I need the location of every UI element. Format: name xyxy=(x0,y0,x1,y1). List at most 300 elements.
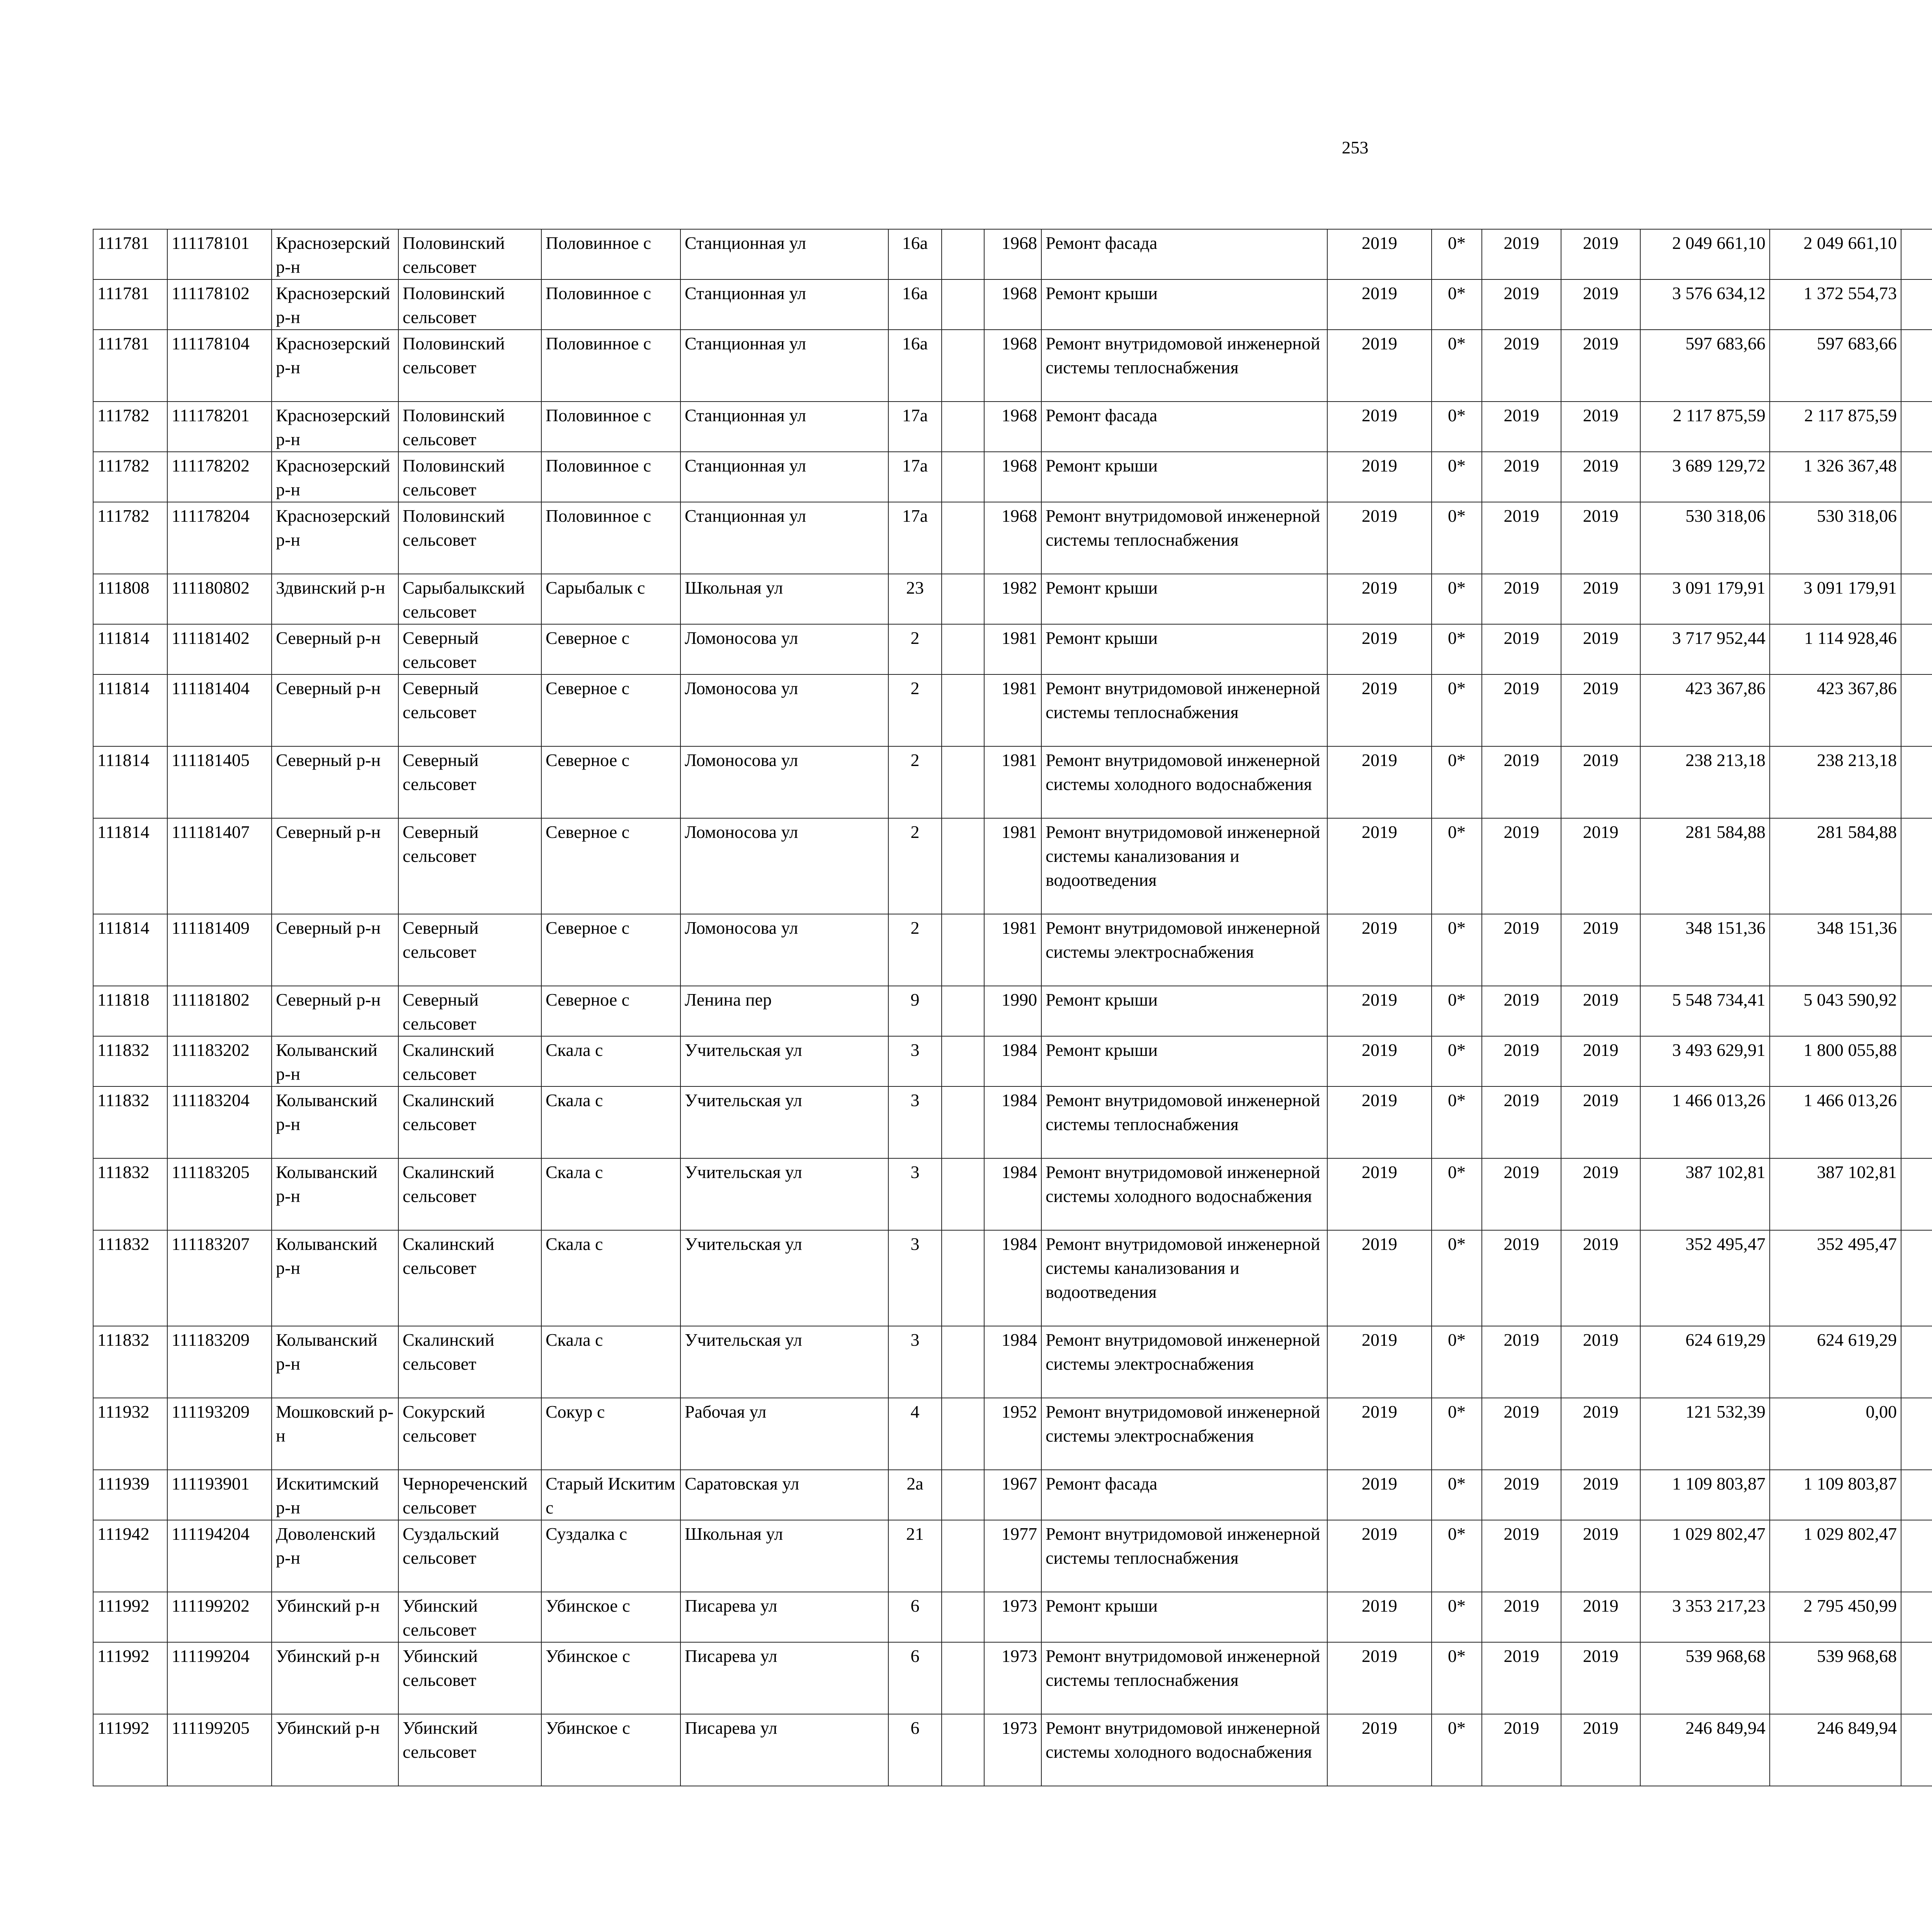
cell-end_year: 2019 xyxy=(1561,674,1640,746)
cell-flag: 0* xyxy=(1432,914,1482,986)
cell-code: 111181402 xyxy=(167,624,272,674)
cell-end_year: 2019 xyxy=(1561,1714,1640,1786)
cell-district: Мошковский р-н xyxy=(272,1398,398,1470)
cell-district: Колыванский р-н xyxy=(272,1036,398,1086)
cell-flag: 0* xyxy=(1432,330,1482,402)
cell-empty1 xyxy=(942,674,984,746)
cell-e1 xyxy=(1901,818,1932,914)
cell-house: 17а xyxy=(888,452,942,502)
cell-plan_year: 2019 xyxy=(1327,1036,1432,1086)
cell-total_cost: 530 318,06 xyxy=(1640,502,1770,574)
cell-e1 xyxy=(1901,1398,1932,1470)
cell-work_type: Ремонт крыши xyxy=(1041,1592,1327,1642)
cell-settlement: Суздалка с xyxy=(541,1520,680,1592)
cell-flag: 0* xyxy=(1432,1520,1482,1592)
cell-house: 2а xyxy=(888,1470,942,1520)
cell-total_cost: 246 849,94 xyxy=(1640,1714,1770,1786)
cell-empty1 xyxy=(942,402,984,452)
cell-empty1 xyxy=(942,1714,984,1786)
cell-code: 111183207 xyxy=(167,1230,272,1326)
cell-id: 111992 xyxy=(93,1642,167,1714)
cell-settlement: Северное с xyxy=(541,818,680,914)
cell-settlement: Убинское с xyxy=(541,1714,680,1786)
cell-end_year: 2019 xyxy=(1561,330,1640,402)
cell-year_built: 1981 xyxy=(984,624,1041,674)
table-row xyxy=(93,986,1932,1036)
cell-empty1 xyxy=(942,624,984,674)
cell-street: Учительская ул xyxy=(680,1158,888,1230)
cell-fund_cost: 539 968,68 xyxy=(1770,1642,1901,1714)
cell-end_year: 2019 xyxy=(1561,1086,1640,1158)
cell-id: 111832 xyxy=(93,1230,167,1326)
cell-total_cost: 597 683,66 xyxy=(1640,330,1770,402)
cell-house: 3 xyxy=(888,1230,942,1326)
cell-plan_year: 2019 xyxy=(1327,986,1432,1036)
cell-council: Половинский сельсовет xyxy=(398,402,541,452)
cell-year_built: 1968 xyxy=(984,330,1041,402)
cell-plan_year: 2019 xyxy=(1327,1520,1432,1592)
cell-start_year: 2019 xyxy=(1482,1592,1561,1642)
cell-fund_cost: 2 049 661,10 xyxy=(1770,229,1901,279)
cell-council: Чернореченский сельсовет xyxy=(398,1470,541,1520)
cell-code: 111199205 xyxy=(167,1714,272,1786)
cell-district: Колыванский р-н xyxy=(272,1086,398,1158)
cell-start_year: 2019 xyxy=(1482,746,1561,818)
cell-work_type: Ремонт внутридомовой инженерной системы канализования и водоотведения xyxy=(1041,818,1327,914)
cell-code: 111178201 xyxy=(167,402,272,452)
cell-settlement: Северное с xyxy=(541,914,680,986)
cell-id: 111832 xyxy=(93,1326,167,1398)
cell-code: 111193209 xyxy=(167,1398,272,1470)
cell-settlement: Скала с xyxy=(541,1086,680,1158)
cell-house: 6 xyxy=(888,1714,942,1786)
cell-id: 111782 xyxy=(93,402,167,452)
cell-house: 3 xyxy=(888,1158,942,1230)
cell-id: 111782 xyxy=(93,452,167,502)
cell-settlement: Старый Искитим с xyxy=(541,1470,680,1520)
cell-e1 xyxy=(1901,402,1932,452)
cell-start_year: 2019 xyxy=(1482,1470,1561,1520)
cell-work_type: Ремонт фасада xyxy=(1041,1470,1327,1520)
cell-plan_year: 2019 xyxy=(1327,1326,1432,1398)
cell-empty1 xyxy=(942,1470,984,1520)
cell-code: 111183209 xyxy=(167,1326,272,1398)
table-row xyxy=(93,1714,1932,1786)
cell-district: Убинский р-н xyxy=(272,1592,398,1642)
cell-e1 xyxy=(1901,1326,1932,1398)
table-row xyxy=(93,818,1932,914)
table-row xyxy=(93,1592,1932,1642)
cell-id: 111992 xyxy=(93,1714,167,1786)
cell-end_year: 2019 xyxy=(1561,1470,1640,1520)
cell-district: Краснозерский р-н xyxy=(272,502,398,574)
cell-year_built: 1990 xyxy=(984,986,1041,1036)
cell-district: Краснозерский р-н xyxy=(272,452,398,502)
cell-total_cost: 3 576 634,12 xyxy=(1640,279,1770,330)
cell-year_built: 1981 xyxy=(984,914,1041,986)
cell-house: 17а xyxy=(888,402,942,452)
cell-settlement: Северное с xyxy=(541,674,680,746)
cell-empty1 xyxy=(942,1036,984,1086)
cell-flag: 0* xyxy=(1432,624,1482,674)
cell-settlement: Убинское с xyxy=(541,1592,680,1642)
cell-fund_cost: 5 043 590,92 xyxy=(1770,986,1901,1036)
cell-house: 16а xyxy=(888,279,942,330)
cell-district: Колыванский р-н xyxy=(272,1326,398,1398)
cell-fund_cost: 624 619,29 xyxy=(1770,1326,1901,1398)
cell-e1 xyxy=(1901,674,1932,746)
table-row xyxy=(93,1642,1932,1714)
cell-street: Учительская ул xyxy=(680,1086,888,1158)
cell-id: 111814 xyxy=(93,674,167,746)
cell-plan_year: 2019 xyxy=(1327,574,1432,624)
cell-fund_cost: 597 683,66 xyxy=(1770,330,1901,402)
cell-plan_year: 2019 xyxy=(1327,402,1432,452)
cell-year_built: 1981 xyxy=(984,746,1041,818)
cell-code: 111178102 xyxy=(167,279,272,330)
cell-end_year: 2019 xyxy=(1561,1326,1640,1398)
cell-end_year: 2019 xyxy=(1561,624,1640,674)
cell-council: Сокурский сельсовет xyxy=(398,1398,541,1470)
cell-house: 2 xyxy=(888,624,942,674)
cell-e1 xyxy=(1901,1714,1932,1786)
cell-end_year: 2019 xyxy=(1561,574,1640,624)
cell-district: Колыванский р-н xyxy=(272,1230,398,1326)
cell-total_cost: 1 029 802,47 xyxy=(1640,1520,1770,1592)
cell-end_year: 2019 xyxy=(1561,1520,1640,1592)
cell-street: Писарева ул xyxy=(680,1592,888,1642)
cell-street: Писарева ул xyxy=(680,1642,888,1714)
cell-flag: 0* xyxy=(1432,279,1482,330)
cell-start_year: 2019 xyxy=(1482,1326,1561,1398)
cell-settlement: Скала с xyxy=(541,1230,680,1326)
cell-end_year: 2019 xyxy=(1561,746,1640,818)
cell-house: 3 xyxy=(888,1086,942,1158)
cell-e1 xyxy=(1901,229,1932,279)
cell-start_year: 2019 xyxy=(1482,402,1561,452)
cell-house: 4 xyxy=(888,1398,942,1470)
cell-work_type: Ремонт крыши xyxy=(1041,986,1327,1036)
cell-code: 111180802 xyxy=(167,574,272,624)
cell-plan_year: 2019 xyxy=(1327,818,1432,914)
cell-year_built: 1967 xyxy=(984,1470,1041,1520)
cell-e1 xyxy=(1901,452,1932,502)
cell-id: 111814 xyxy=(93,914,167,986)
cell-work_type: Ремонт внутридомовой инженерной системы электроснабжения xyxy=(1041,914,1327,986)
cell-year_built: 1981 xyxy=(984,674,1041,746)
cell-total_cost: 348 151,36 xyxy=(1640,914,1770,986)
cell-empty1 xyxy=(942,1398,984,1470)
cell-year_built: 1968 xyxy=(984,502,1041,574)
cell-council: Половинский сельсовет xyxy=(398,330,541,402)
cell-empty1 xyxy=(942,502,984,574)
cell-start_year: 2019 xyxy=(1482,1230,1561,1326)
cell-year_built: 1984 xyxy=(984,1158,1041,1230)
cell-fund_cost: 1 029 802,47 xyxy=(1770,1520,1901,1592)
cell-code: 111183205 xyxy=(167,1158,272,1230)
cell-house: 17а xyxy=(888,502,942,574)
cell-year_built: 1968 xyxy=(984,229,1041,279)
cell-total_cost: 352 495,47 xyxy=(1640,1230,1770,1326)
cell-e1 xyxy=(1901,1592,1932,1642)
cell-settlement: Северное с xyxy=(541,746,680,818)
table-row xyxy=(93,1036,1932,1086)
cell-code: 111178104 xyxy=(167,330,272,402)
table-row xyxy=(93,229,1932,279)
cell-house: 23 xyxy=(888,574,942,624)
cell-start_year: 2019 xyxy=(1482,1158,1561,1230)
cell-plan_year: 2019 xyxy=(1327,624,1432,674)
cell-plan_year: 2019 xyxy=(1327,1642,1432,1714)
cell-code: 111199202 xyxy=(167,1592,272,1642)
cell-work_type: Ремонт внутридомовой инженерной системы теплоснабжения xyxy=(1041,1642,1327,1714)
cell-empty1 xyxy=(942,574,984,624)
cell-district: Краснозерский р-н xyxy=(272,402,398,452)
cell-start_year: 2019 xyxy=(1482,674,1561,746)
cell-work_type: Ремонт внутридомовой инженерной системы электроснабжения xyxy=(1041,1326,1327,1398)
cell-e1 xyxy=(1901,624,1932,674)
cell-year_built: 1973 xyxy=(984,1592,1041,1642)
cell-district: Северный р-н xyxy=(272,674,398,746)
cell-total_cost: 624 619,29 xyxy=(1640,1326,1770,1398)
cell-empty1 xyxy=(942,746,984,818)
cell-fund_cost: 0,00 xyxy=(1770,1398,1901,1470)
cell-council: Половинский сельсовет xyxy=(398,502,541,574)
cell-end_year: 2019 xyxy=(1561,452,1640,502)
cell-street: Станционная ул xyxy=(680,330,888,402)
cell-total_cost: 3 689 129,72 xyxy=(1640,452,1770,502)
cell-district: Колыванский р-н xyxy=(272,1158,398,1230)
cell-fund_cost: 1 466 013,26 xyxy=(1770,1086,1901,1158)
cell-e1 xyxy=(1901,330,1932,402)
cell-flag: 0* xyxy=(1432,1158,1482,1230)
cell-start_year: 2019 xyxy=(1482,1714,1561,1786)
cell-code: 111181802 xyxy=(167,986,272,1036)
cell-street: Ломоносова ул xyxy=(680,624,888,674)
cell-total_cost: 3 717 952,44 xyxy=(1640,624,1770,674)
cell-house: 6 xyxy=(888,1642,942,1714)
cell-flag: 0* xyxy=(1432,1230,1482,1326)
table-row xyxy=(93,574,1932,624)
cell-council: Сарыбалыкский сельсовет xyxy=(398,574,541,624)
cell-total_cost: 387 102,81 xyxy=(1640,1158,1770,1230)
cell-e1 xyxy=(1901,574,1932,624)
cell-district: Краснозерский р-н xyxy=(272,279,398,330)
cell-start_year: 2019 xyxy=(1482,330,1561,402)
cell-street: Ломоносова ул xyxy=(680,674,888,746)
cell-id: 111781 xyxy=(93,330,167,402)
cell-start_year: 2019 xyxy=(1482,986,1561,1036)
cell-year_built: 1984 xyxy=(984,1086,1041,1158)
cell-flag: 0* xyxy=(1432,229,1482,279)
table-row xyxy=(93,452,1932,502)
cell-e1 xyxy=(1901,1470,1932,1520)
cell-fund_cost: 387 102,81 xyxy=(1770,1158,1901,1230)
cell-plan_year: 2019 xyxy=(1327,229,1432,279)
cell-council: Суздальский сельсовет xyxy=(398,1520,541,1592)
cell-work_type: Ремонт крыши xyxy=(1041,624,1327,674)
cell-house: 2 xyxy=(888,674,942,746)
cell-settlement: Половинное с xyxy=(541,229,680,279)
cell-code: 111183204 xyxy=(167,1086,272,1158)
cell-id: 111932 xyxy=(93,1398,167,1470)
cell-id: 111781 xyxy=(93,279,167,330)
cell-council: Половинский сельсовет xyxy=(398,229,541,279)
cell-empty1 xyxy=(942,452,984,502)
cell-end_year: 2019 xyxy=(1561,502,1640,574)
cell-id: 111832 xyxy=(93,1158,167,1230)
table-row xyxy=(93,1470,1932,1520)
cell-street: Ломоносова ул xyxy=(680,818,888,914)
cell-total_cost: 281 584,88 xyxy=(1640,818,1770,914)
cell-total_cost: 3 353 217,23 xyxy=(1640,1592,1770,1642)
cell-plan_year: 2019 xyxy=(1327,1086,1432,1158)
cell-fund_cost: 1 114 928,46 xyxy=(1770,624,1901,674)
cell-id: 111832 xyxy=(93,1086,167,1158)
cell-id: 111939 xyxy=(93,1470,167,1520)
cell-total_cost: 423 367,86 xyxy=(1640,674,1770,746)
cell-total_cost: 121 532,39 xyxy=(1640,1398,1770,1470)
cell-settlement: Скала с xyxy=(541,1158,680,1230)
cell-flag: 0* xyxy=(1432,452,1482,502)
cell-settlement: Половинное с xyxy=(541,330,680,402)
cell-end_year: 2019 xyxy=(1561,229,1640,279)
cell-empty1 xyxy=(942,1230,984,1326)
cell-year_built: 1973 xyxy=(984,1714,1041,1786)
cell-code: 111181404 xyxy=(167,674,272,746)
cell-flag: 0* xyxy=(1432,1714,1482,1786)
cell-year_built: 1968 xyxy=(984,452,1041,502)
cell-house: 21 xyxy=(888,1520,942,1592)
cell-start_year: 2019 xyxy=(1482,624,1561,674)
cell-year_built: 1981 xyxy=(984,818,1041,914)
cell-year_built: 1952 xyxy=(984,1398,1041,1470)
cell-plan_year: 2019 xyxy=(1327,914,1432,986)
cell-id: 111814 xyxy=(93,746,167,818)
cell-fund_cost: 246 849,94 xyxy=(1770,1714,1901,1786)
page-number: 253 xyxy=(1342,138,1369,157)
cell-e1 xyxy=(1901,746,1932,818)
table-row xyxy=(93,1086,1932,1158)
table-row xyxy=(93,279,1932,330)
cell-work_type: Ремонт внутридомовой инженерной системы теплоснабжения xyxy=(1041,1086,1327,1158)
cell-district: Доволенский р-н xyxy=(272,1520,398,1592)
cell-year_built: 1984 xyxy=(984,1326,1041,1398)
cell-street: Учительская ул xyxy=(680,1230,888,1326)
cell-street: Рабочая ул xyxy=(680,1398,888,1470)
cell-flag: 0* xyxy=(1432,1470,1482,1520)
cell-fund_cost: 238 213,18 xyxy=(1770,746,1901,818)
cell-district: Краснозерский р-н xyxy=(272,330,398,402)
cell-end_year: 2019 xyxy=(1561,1036,1640,1086)
table-row xyxy=(93,674,1932,746)
cell-work_type: Ремонт внутридомовой инженерной системы теплоснабжения xyxy=(1041,502,1327,574)
cell-council: Половинский сельсовет xyxy=(398,452,541,502)
cell-plan_year: 2019 xyxy=(1327,452,1432,502)
cell-fund_cost: 1 109 803,87 xyxy=(1770,1470,1901,1520)
cell-settlement: Северное с xyxy=(541,624,680,674)
cell-council: Скалинский сельсовет xyxy=(398,1036,541,1086)
cell-start_year: 2019 xyxy=(1482,1086,1561,1158)
cell-work_type: Ремонт крыши xyxy=(1041,279,1327,330)
cell-empty1 xyxy=(942,914,984,986)
cell-work_type: Ремонт крыши xyxy=(1041,1036,1327,1086)
cell-empty1 xyxy=(942,818,984,914)
cell-settlement: Скала с xyxy=(541,1036,680,1086)
cell-district: Северный р-н xyxy=(272,986,398,1036)
table-row xyxy=(93,914,1932,986)
cell-council: Северный сельсовет xyxy=(398,746,541,818)
cell-start_year: 2019 xyxy=(1482,452,1561,502)
cell-total_cost: 2 049 661,10 xyxy=(1640,229,1770,279)
cell-flag: 0* xyxy=(1432,1036,1482,1086)
cell-id: 111814 xyxy=(93,818,167,914)
cell-total_cost: 3 493 629,91 xyxy=(1640,1036,1770,1086)
cell-code: 111178204 xyxy=(167,502,272,574)
cell-e1 xyxy=(1901,1036,1932,1086)
cell-end_year: 2019 xyxy=(1561,402,1640,452)
cell-flag: 0* xyxy=(1432,502,1482,574)
cell-total_cost: 539 968,68 xyxy=(1640,1642,1770,1714)
cell-end_year: 2019 xyxy=(1561,1158,1640,1230)
cell-year_built: 1968 xyxy=(984,279,1041,330)
cell-settlement: Северное с xyxy=(541,986,680,1036)
cell-year_built: 1968 xyxy=(984,402,1041,452)
cell-house: 3 xyxy=(888,1036,942,1086)
cell-plan_year: 2019 xyxy=(1327,1158,1432,1230)
cell-district: Здвинский р-н xyxy=(272,574,398,624)
cell-start_year: 2019 xyxy=(1482,818,1561,914)
cell-year_built: 1984 xyxy=(984,1036,1041,1086)
cell-district: Убинский р-н xyxy=(272,1642,398,1714)
cell-code: 111178202 xyxy=(167,452,272,502)
cell-district: Убинский р-н xyxy=(272,1714,398,1786)
cell-street: Ломоносова ул xyxy=(680,746,888,818)
cell-e1 xyxy=(1901,1230,1932,1326)
cell-district: Северный р-н xyxy=(272,818,398,914)
cell-council: Северный сельсовет xyxy=(398,986,541,1036)
cell-street: Саратовская ул xyxy=(680,1470,888,1520)
cell-plan_year: 2019 xyxy=(1327,1714,1432,1786)
cell-council: Северный сельсовет xyxy=(398,818,541,914)
cell-end_year: 2019 xyxy=(1561,1642,1640,1714)
cell-e1 xyxy=(1901,986,1932,1036)
cell-end_year: 2019 xyxy=(1561,986,1640,1036)
cell-settlement: Половинное с xyxy=(541,502,680,574)
cell-flag: 0* xyxy=(1432,1326,1482,1398)
cell-flag: 0* xyxy=(1432,402,1482,452)
cell-plan_year: 2019 xyxy=(1327,1230,1432,1326)
cell-year_built: 1977 xyxy=(984,1520,1041,1592)
cell-settlement: Половинное с xyxy=(541,279,680,330)
cell-flag: 0* xyxy=(1432,1398,1482,1470)
table-row xyxy=(93,624,1932,674)
cell-flag: 0* xyxy=(1432,818,1482,914)
cell-street: Учительская ул xyxy=(680,1326,888,1398)
cell-code: 111178101 xyxy=(167,229,272,279)
cell-council: Скалинский сельсовет xyxy=(398,1326,541,1398)
cell-code: 111181405 xyxy=(167,746,272,818)
cell-work_type: Ремонт крыши xyxy=(1041,574,1327,624)
cell-work_type: Ремонт крыши xyxy=(1041,452,1327,502)
cell-council: Половинский сельсовет xyxy=(398,279,541,330)
cell-work_type: Ремонт фасада xyxy=(1041,402,1327,452)
cell-code: 111194204 xyxy=(167,1520,272,1592)
table-row xyxy=(93,1158,1932,1230)
cell-e1 xyxy=(1901,914,1932,986)
cell-start_year: 2019 xyxy=(1482,1398,1561,1470)
cell-settlement: Сокур с xyxy=(541,1398,680,1470)
